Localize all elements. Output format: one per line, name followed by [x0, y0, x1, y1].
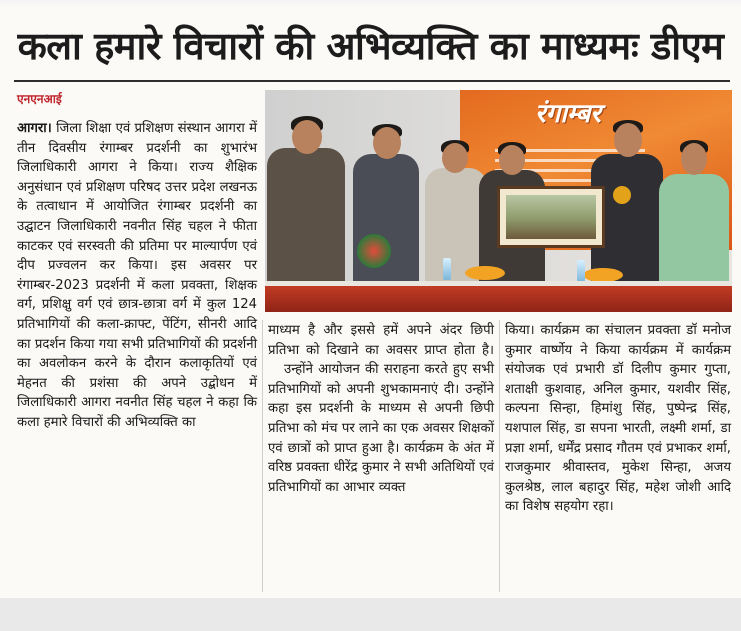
- column-1-text: जिला शिक्षा एवं प्रशिक्षण संस्थान आगरा में तीन दिवसीय रंगाम्बर प्रदर्शनी का शुभारंभ जिलाधिकारी आगरा ने किया। राज्य शैक्षिक अनुसंधान एवं प्रशिक्षण परिषद उत्तर प्रदेश लखनऊ के तत्वाधान में आयोजित रंगाम्बर प्रदर्शनी का उद्घाटन जिलाधिकारी नवनीत सिंह चहल ने फीता काटकर एवं सरस्वती की प्रतिमा पर माल्यार्पण एवं दीप प्रज्वलन कर किया। इस अवसर पर रंगाम्बर-2023 प्रदर्शनी में कला प्रवक्ता, शिक्षक वर्ग, प्रशिक्षु वर्ग एवं छात्र-छात्रा वर्ग में कुल 124 प्रतिभागियों की कला-क्राफ्ट, पेंटिंग, सीनरी आदि का प्रदर्शन किया गया सभी प्रतिभागियों की प्रदर्शनी का अवलोकन करने के दौरान कलाकृतियों एवं मेहनत की प्रशंसा की अपने उद्बोधन में जिलाधिकारी आगरा नवनीत सिंह चहल ने कहा कि कला हमारे विचारों की अभिव्यक्ति का: [17, 121, 257, 430]
- article-column-3: [505, 321, 731, 517]
- marigold-garland: [583, 268, 623, 282]
- marigold-garland: [465, 266, 505, 280]
- dateline: आगरा।: [17, 121, 52, 136]
- page-bottom-margin: [0, 598, 741, 631]
- banner-title: रंगाम्बर: [535, 99, 601, 129]
- headline: कला हमारे विचारों की अभिव्यक्ति का माध्यमः डीएम: [17, 24, 724, 68]
- table: [265, 286, 732, 312]
- column-divider: [499, 320, 500, 592]
- headline-rule: [14, 80, 730, 82]
- article-column-2: [268, 321, 494, 497]
- water-bottle: [577, 260, 585, 282]
- column-divider: [262, 320, 263, 592]
- framed-painting: [497, 186, 605, 248]
- water-bottle: [443, 258, 451, 280]
- column-2-paragraph-2: उन्होंने आयोजन की सराहना करते हुए सभी प्रतिभागियों को अपनी शुभकामनाएं दी। उन्होंने कहा इस प्रदर्शनी के माध्यम से अपनी छिपी प्रतिभा को मंच पर लाने का एक अवसर शिक्षकों एवं छात्रों को प्राप्त हुआ है। कार्यक्रम के अंत में वरिष्ठ प्रवक्ता धीरेंद्र कुमार ने सभी अतिथियों एवं प्रतिभागियों का आभार व्यक्त: [268, 362, 494, 495]
- event-photo: [265, 90, 732, 312]
- article-column-1: [17, 119, 257, 433]
- column-3-paragraph: किया। कार्यक्रम का संचालन प्रवक्ता डॉ मनोज कुमार वार्ष्णेय ने किया कार्यक्रम में कार्यक्रम संयोजक एवं प्रभारी डॉ दिलीप कुमार गुप्ता, शताक्षी कुशवाह, अनिल कुमार, यशवीर सिंह, कल्पना सिन्हा, हिमांशु सिंह, पुष्पेन्द्र सिंह, यशपाल सिंह, डा सपना भारती, लक्ष्मी शर्मा, डा प्रज्ञा शर्मा, धर्मेंद्र प्रसाद गौतम एवं प्रभाकर शर्मा, राजकुमार श्रीवास्तव, मुकेश सिन्हा, अजय कुलश्रेष्ठ, लाल बहादुर सिंह, महेश जोशी आदि का विशेष सहयोग रहा।: [505, 323, 731, 515]
- column-2-paragraph-1: माध्यम है और इससे हमें अपने अंदर छिपी प्रतिभा को दिखाने का अवसर प्राप्त होता है।: [268, 323, 494, 358]
- page-top-edge: [0, 0, 741, 8]
- byline: एनएनआई: [17, 92, 62, 106]
- flower-vase: [357, 234, 391, 268]
